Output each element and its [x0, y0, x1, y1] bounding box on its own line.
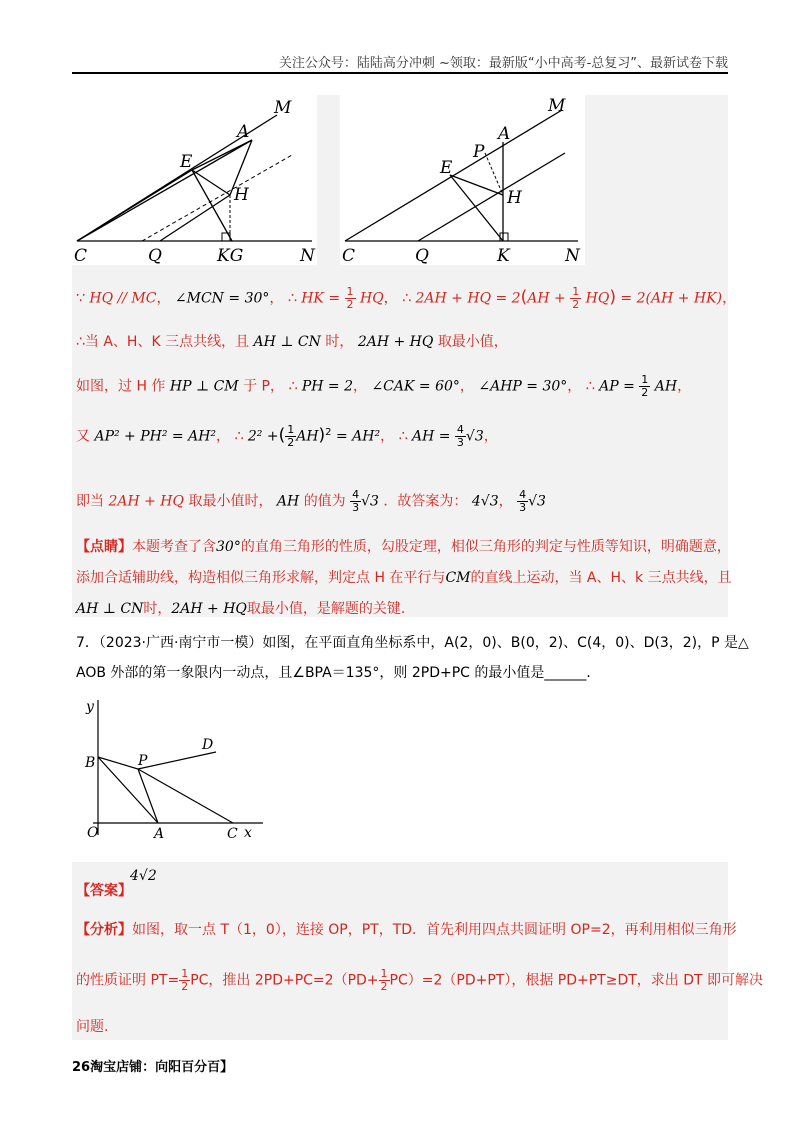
answer-value: 4√2	[130, 868, 157, 884]
answer-background	[72, 862, 728, 1040]
fraction-half: $\frac{1}{2}$	[641, 373, 649, 399]
label-n: N	[565, 246, 580, 265]
label-a: A	[498, 124, 511, 144]
solution-line-5: 即当 2AH + HQ 取最小值时， AH 的值为 $\frac{4}{3}$ √3 ．故答案为： 4√3， $\frac{4}{3}$ √3	[76, 488, 546, 514]
label-n: N	[300, 246, 315, 265]
label-d: D	[202, 737, 214, 753]
fraction-half: $\frac{1}{2}$	[181, 967, 189, 993]
solution-line-2: ∴当 A、H、K 三点共线，且 AH ⊥ CN 时， 2AH + HQ 取最小值，	[76, 334, 508, 350]
analysis-line-1: 【分析】如图，取一点 T（1，0），连接 OP，PT，TD．首先利用四点共圆证明 OP=2，再利用相似三角形	[76, 922, 737, 938]
label-h: H	[507, 188, 522, 208]
label-h: H	[234, 185, 249, 205]
label-a: A	[154, 826, 165, 842]
label-b: B	[85, 755, 96, 771]
comment-line-1: 【点睛】本题考查了含30°的直角三角形的性质，勾股定理，相似三角形的判定与性质等知识，明确题意，	[76, 539, 731, 555]
label-c: C	[342, 246, 356, 265]
solution-line-3: 如图，过 H 作 HP ⊥ CM 于 P， ∴ PH = 2， ∠CAK = 60°， ∠AHP = 30°， ∴ AP = $\frac{1}{2}$ AH，	[76, 373, 692, 399]
fraction-half: $\frac{1}{2}$	[346, 285, 354, 311]
label-c: C	[227, 826, 238, 842]
label-o: O	[87, 825, 99, 841]
label-m: M	[274, 98, 292, 118]
label-m: M	[548, 96, 566, 116]
solution-line-1: ∵ HQ // MC， ∠MCN = 30°， ∴ HK = $\frac{1}{2}$ HQ， ∴ 2AH + HQ = 2(AH + $\frac{1}{2}$ HQ) = 2(AH + HK)，	[76, 285, 737, 311]
figure-right	[340, 95, 585, 265]
page-header: 关注公众号：陆陆高分冲刺 ~领取：最新版“小中高考-总复习”、最新试卷下载	[278, 56, 728, 71]
page-footer: 26淘宝店铺：向阳百分百】	[72, 1060, 234, 1075]
fraction-four-thirds: $\frac{4}{3}$	[456, 423, 464, 449]
fraction-half: $\frac{1}{2}$	[287, 423, 295, 449]
label-q: Q	[415, 246, 429, 265]
comment-line-3: AH ⊥ CN时，2AH + HQ取最小值，是解题的关键．	[76, 601, 415, 617]
label-p: P	[138, 753, 148, 769]
fraction-four-thirds: $\frac{4}{3}$	[352, 488, 360, 514]
analysis-line-2: 的性质证明 PT= $\frac{1}{2}$ PC，推出 2PD+PC=2（PD+ $\frac{1}{2}$ PC）=2（PD+PT），根据 PD+PT≥DT，求出 DT 即可解决	[76, 967, 764, 993]
figure-q7	[78, 695, 268, 845]
figure-left	[72, 95, 317, 265]
label-e: E	[180, 152, 193, 172]
label-a: A	[237, 122, 250, 142]
question-7-line-1: 7．（2023·广西·南宁市一模）如图，在平面直角坐标系中，A(2，0)、B(0，2)、C(4，0)、D(3，2)，P 是△	[76, 635, 749, 651]
header-rule	[72, 72, 728, 74]
label-q: Q	[148, 246, 162, 265]
question-7-line-2: AOB 外部的第一象限内一动点，且∠BPA＝135°，则 2PD+PC 的最小值是______．	[76, 665, 601, 681]
label-k: K	[497, 246, 510, 265]
solution-line-4: 又 AP² + PH² = AH²， ∴ 2² +( $\frac{1}{2}$ AH)$^2$ = AH²， ∴ AH = $\frac{4}{3}$ √3，	[76, 423, 498, 449]
fraction-four-thirds: $\frac{4}{3}$	[519, 488, 527, 514]
label-kg: KG	[217, 246, 244, 265]
label-e: E	[440, 158, 453, 178]
label-y: y	[86, 699, 94, 715]
label-c: C	[74, 246, 88, 265]
fraction-half: $\frac{1}{2}$	[572, 285, 580, 311]
comment-line-2: 添加合适辅助线，构造相似三角形求解，判定点 H 在平行与CM的直线上运动，当 A、H、k 三点共线，且	[76, 570, 732, 586]
analysis-line-3: 问题.	[76, 1019, 109, 1035]
label-p: P	[473, 142, 485, 162]
fraction-half: $\frac{1}{2}$	[380, 967, 388, 993]
label-x: x	[244, 825, 252, 841]
answer-line: 【答案】	[76, 883, 132, 899]
